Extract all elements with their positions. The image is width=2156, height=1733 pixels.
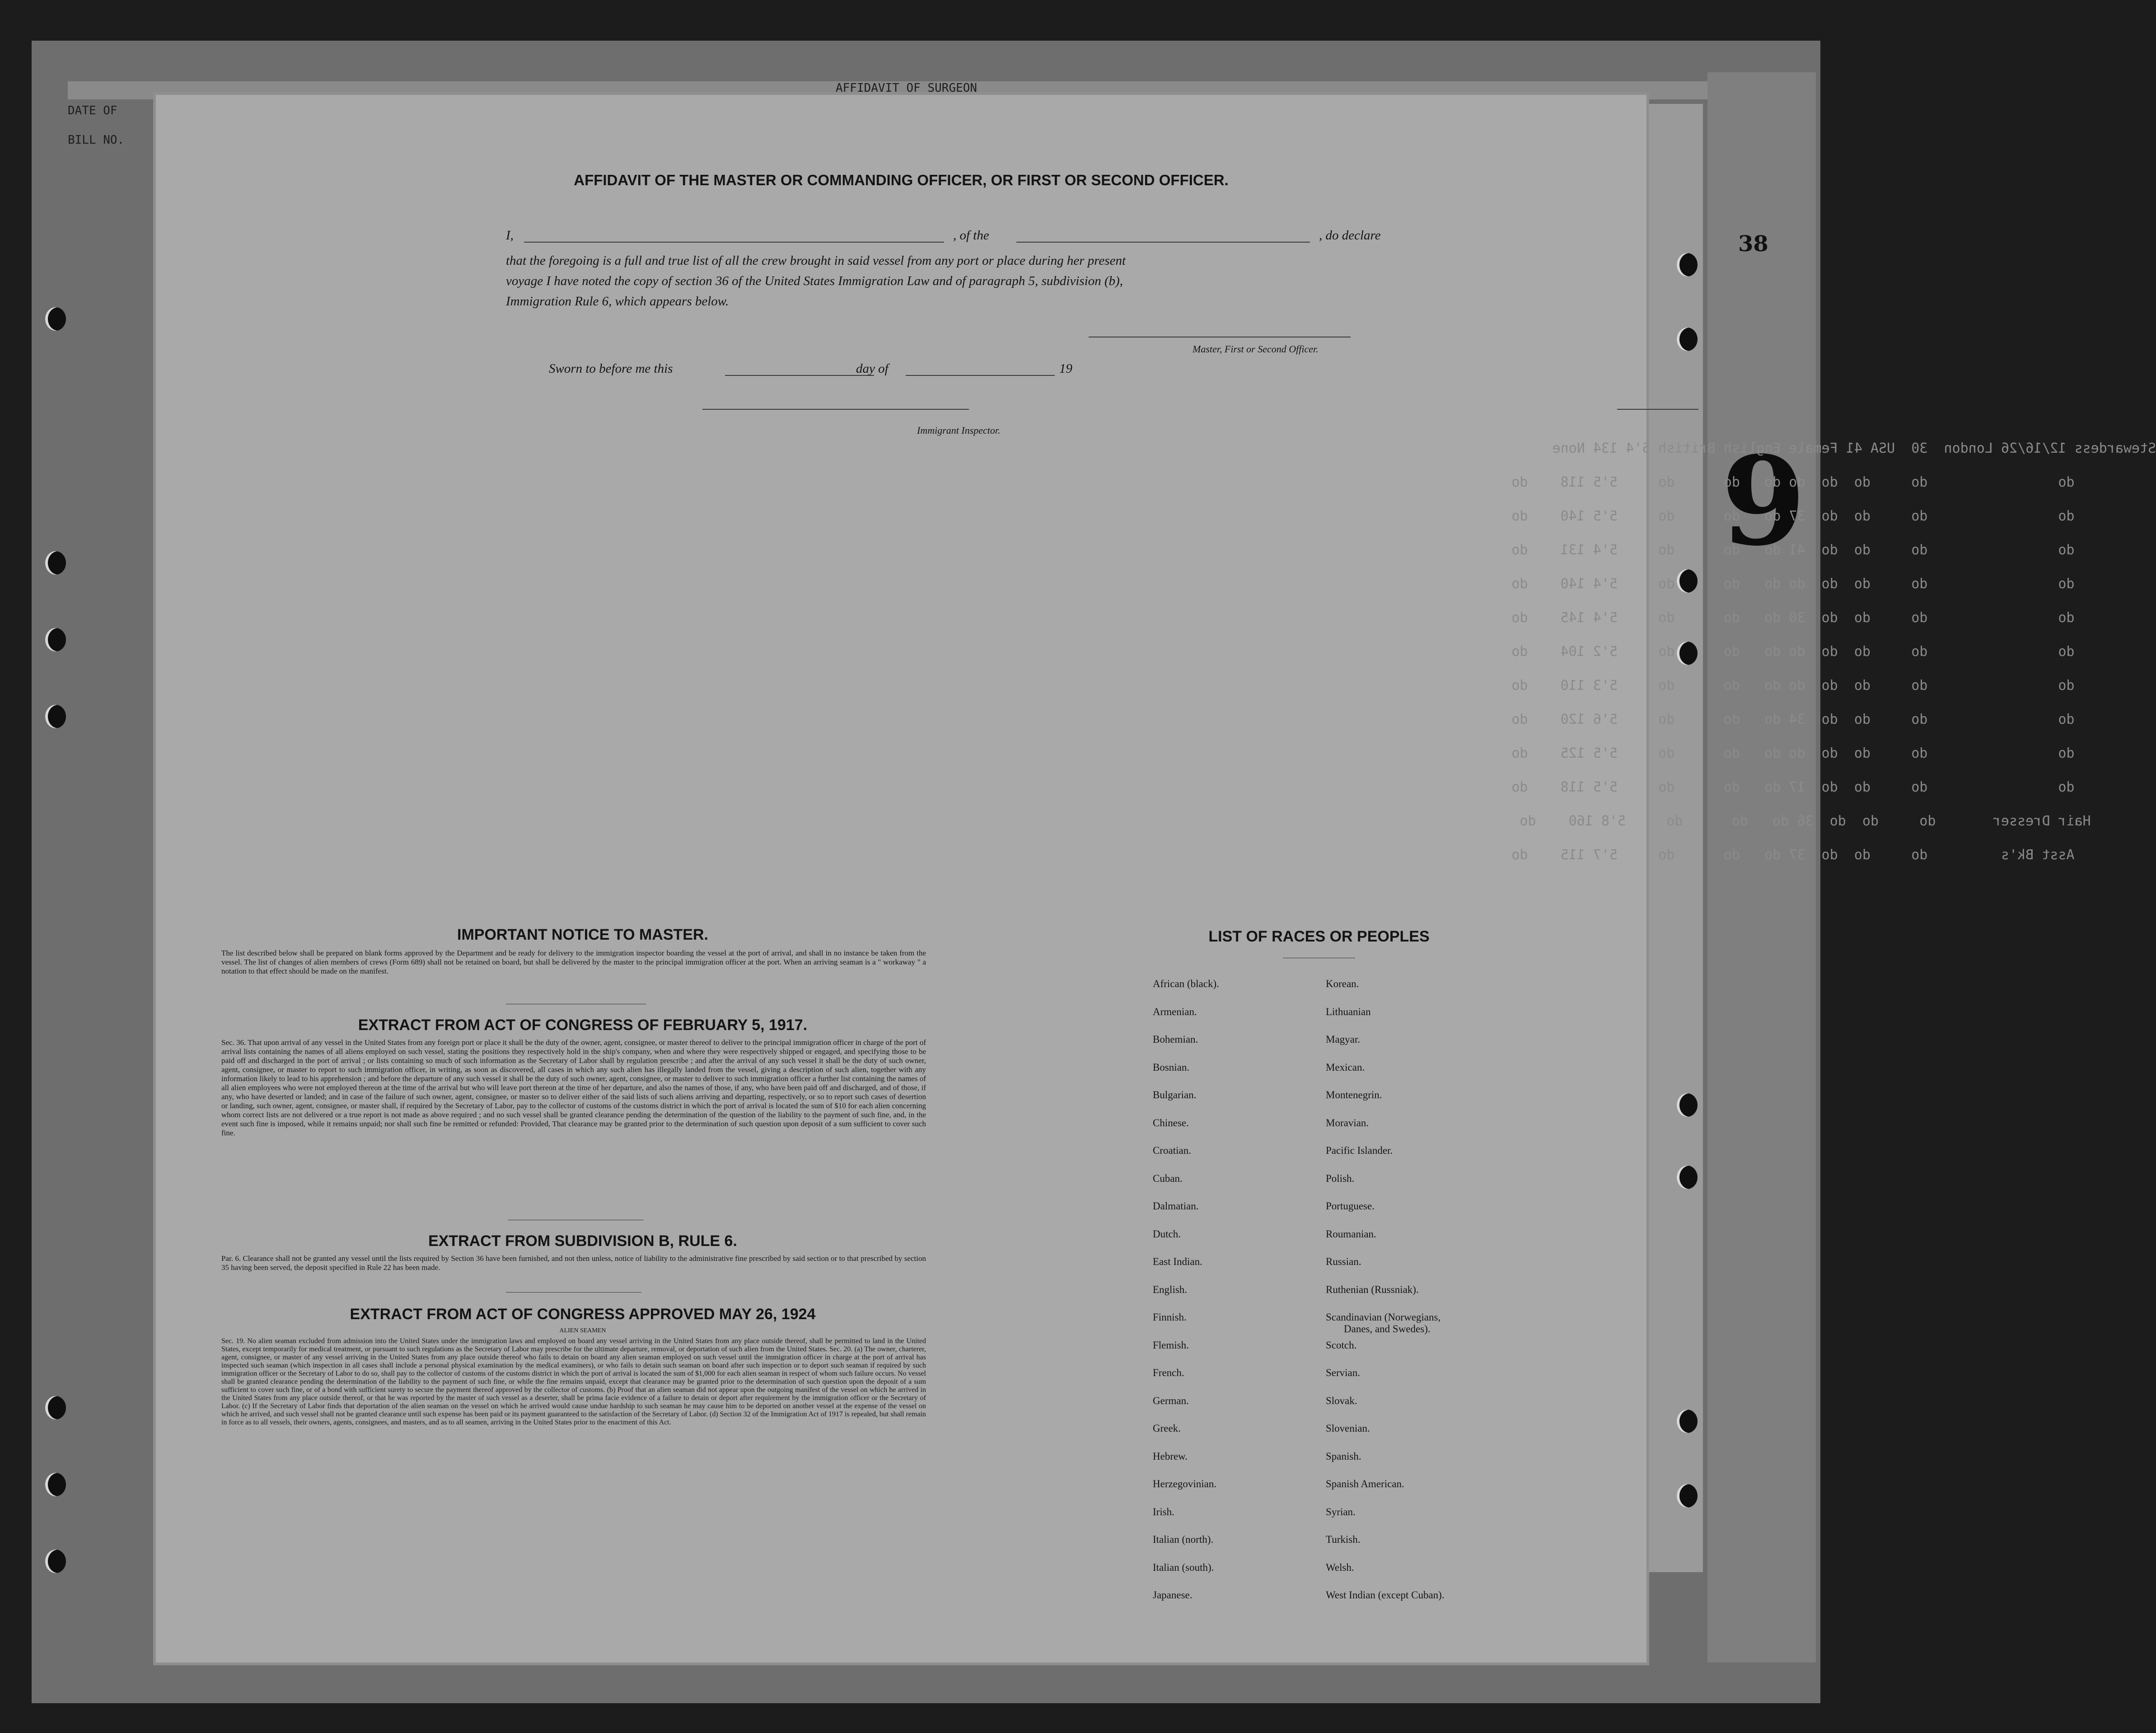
- race-item: Syrian.: [1326, 1506, 1356, 1518]
- ghost-row: do do do do do do do do 5'4 140 do: [1511, 576, 2075, 592]
- race-item: Finnish.: [1153, 1311, 1187, 1323]
- race-item: Dalmatian.: [1153, 1200, 1199, 1212]
- date-scrap: DATE OF: [68, 104, 117, 117]
- race-item: Dutch.: [1153, 1228, 1181, 1240]
- binder-hole: [1677, 1166, 1698, 1189]
- binder-hole: [45, 307, 66, 331]
- race-item: Turkish.: [1326, 1534, 1361, 1545]
- margin-rule: [1617, 409, 1698, 410]
- race-item: Slovenian.: [1326, 1423, 1370, 1434]
- rule6-text: Par. 6. Clearance shall not be granted any vessel until the lists required by Section 36 have been furnished, and not then unless, notice of liability to the administrative fine prescribed by said section or to that prescribed by section 35 having been served, the deposit specified in Rule 22 has been made.: [221, 1254, 926, 1272]
- race-item: German.: [1153, 1395, 1189, 1406]
- inspector-signature-line[interactable]: [702, 409, 969, 410]
- binder-hole: [1677, 1410, 1698, 1433]
- divider: [506, 1292, 641, 1293]
- binder-hole: [1677, 1093, 1698, 1117]
- extract-1924-title: EXTRACT FROM ACT OF CONGRESS APPROVED MAY 26, 1924: [350, 1306, 816, 1323]
- ghost-row: Stewardess 12/16/26 London 30 USA 41 Female English British 5'4 134 None: [1552, 440, 2156, 456]
- master-caption: Master, First or Second Officer.: [1193, 343, 1319, 355]
- race-item: Spanish.: [1326, 1450, 1361, 1462]
- right-page-edge: [1649, 104, 1703, 1572]
- rule6-title: EXTRACT FROM SUBDIVISION B, RULE 6.: [428, 1232, 737, 1250]
- binder-hole: [45, 705, 66, 728]
- race-item: English.: [1153, 1283, 1188, 1295]
- race-item: Magyar.: [1326, 1034, 1361, 1045]
- extract-1917-title: EXTRACT FROM ACT OF CONGRESS OF FEBRUARY 5, 1917.: [358, 1016, 808, 1034]
- race-item: Portuguese.: [1326, 1200, 1375, 1212]
- race-item: Welsh.: [1326, 1561, 1354, 1573]
- race-item: Ruthenian (Russniak).: [1326, 1283, 1419, 1295]
- race-item: Irish.: [1153, 1506, 1174, 1518]
- race-item: Moravian.: [1326, 1117, 1369, 1129]
- surgeon-scrap: AFFIDAVIT OF SURGEON: [836, 81, 977, 95]
- ghost-row: do do do do 37 do do do 5'5 140 do: [1511, 508, 2075, 524]
- race-item: Scotch.: [1326, 1339, 1357, 1351]
- notice-text: The list described below shall be prepared on blank forms approved by the Department and be ready for delivery to the immigration inspector boarding the vessel at the port of arrival, and shall in no instance be taken from the vessel. The list of changes of alien members of crews (Form 689) shall not be retained on board, but shall be delivered by the master to the principal immigration officer at the port. When an arriving seaman is a " workaway " a notation to that effect should be made on the manifest.: [221, 949, 926, 975]
- race-item: East Indian.: [1153, 1256, 1202, 1267]
- underlying-sheet: [1707, 72, 1816, 1663]
- race-item: African (black).: [1153, 978, 1219, 989]
- ghost-row: do do do do 17 do do do 5'5 118 do: [1511, 779, 2075, 795]
- race-item: Scandinavian (Norwegians,: [1326, 1311, 1441, 1323]
- binder-hole: [45, 1473, 66, 1496]
- races-title: LIST OF RACES OR PEOPLES: [1208, 928, 1430, 945]
- race-item: Servian.: [1326, 1367, 1361, 1378]
- race-item: Lithuanian: [1326, 1006, 1371, 1017]
- race-item: Greek.: [1153, 1423, 1181, 1434]
- ghost-row: Asst Bk's do do do 37 do do do 5'7 115 do: [1511, 847, 2075, 863]
- affidavit-line: voyage I have noted the copy of section 36 of the United States Immigration Law and of paragraph 5, subdivision (b),: [506, 274, 1123, 288]
- race-item: Armenian.: [1153, 1006, 1197, 1017]
- affidavit-declare: , do declare: [1319, 228, 1381, 243]
- affidavit-title: AFFIDAVIT OF THE MASTER OR COMMANDING OFFICER, OR FIRST OR SECOND OFFICER.: [574, 172, 1229, 188]
- binder-hole: [1677, 253, 1698, 276]
- binder-hole: [45, 551, 66, 575]
- sworn-day-blank[interactable]: [725, 375, 874, 376]
- name-blank[interactable]: [524, 242, 944, 243]
- affidavit-line: Immigration Rule 6, which appears below.: [506, 294, 729, 309]
- race-item: French.: [1153, 1367, 1184, 1378]
- ghost-row: do do do do do do do do 5'3 110 do: [1511, 678, 2075, 693]
- ghost-row: do do do do do do do do 5'5 118 do: [1511, 474, 2075, 490]
- extract-1917-text: Sec. 36. That upon arrival of any vessel in the United States from any foreign port or place it shall be the duty of the owner, agent, consignee, or master thereof to deliver to the principal immigration officer in charge of the port of arrival lists containing the names of all aliens employed on such vessel, stating the positions they respectively hold in the ship's company, when and where they were respectively shipped or engaged, and specifying those to be paid off and discharged in the port of arrival ; or lists containing so much of such information as the Secretary of Labor shall by regulation prescribe ; and after the arrival of any such vessel it shall be the duty of such owner, agent, consignee, or master to report to such immigration officer, in writing, as soon as discovered, all cases in which any such alien has illegally landed from the vessel, giving a description of such alien, together with any information likely to lead to his apprehension ; and before the departure of any such vessel it shall be the duty of such owner, agent, consignee, or master to deliver to such immigration officer a further list containing the names of all alien employees who were not employed thereon at the time of the arrival but who will leave port thereon at the time of her departure, and also the names of those, if any, who have been paid off and discharged, and of those, if any, who have deserted or landed; and in case of the failure of such owner, agent, consignee, or master so to deliver either of the said lists of such aliens arriving and departing, respectively, or so to report such cases of desertion or landing, such owner, agent, consignee, or master shall, if required by the Secretary of Labor, pay to the collector of customs of the customs district in which the port of arrival is located the sum of $10 for each alien concerning whom correct lists are not delivered or a true report is not made as above required ; and no such vessel shall be granted clearance pending the determination of the question of the liability to the payment of such fine, and, in the event such fine is imposed, while it remains unpaid; nor shall such fine be remitted or refunded: Provided, That clearance may be granted prior to the determination of such question upon deposit of a sum sufficient to cover such fine.: [221, 1038, 926, 1137]
- corner-number: 38: [1738, 231, 1768, 257]
- ghost-row: do do do do 41 do do do 5'4 131 do: [1511, 542, 2075, 558]
- race-item: Polish.: [1326, 1172, 1355, 1184]
- race-item: Bohemian.: [1153, 1034, 1198, 1045]
- notice-title: IMPORTANT NOTICE TO MASTER.: [457, 926, 708, 943]
- race-item: Flemish.: [1153, 1339, 1189, 1351]
- race-item: Slovak.: [1326, 1395, 1357, 1406]
- races-right-column: [1326, 978, 1445, 1617]
- extract-1924-text: Sec. 19. No alien seaman excluded from admission into the United States under the immigration laws and employed on board any vessel arriving in the United States from any place outside thereof, shall be permitted to land in the United States, except temporarily for medical treatment, or pursuant to such regulations as the Secretary of Labor may prescribe for the ultimate departure, removal, or deportation of such alien from the United States. Sec. 20. (a) The owner, charterer, agent, consignee, or master of any vessel arriving in the United States from any place outside thereof who fails to detain on board any alien seaman employed on such vessel until the immigration officer in charge at the port of arrival has inspected such seaman (which inspection in all cases shall include a personal physical examination by the medical examiners), or who fails to detain such seaman on board after such inspection or to deport such seaman if required by such immigration officer or the Secretary of Labor to do so, shall pay to the collector of customs of the customs district in which the port of arrival is located the sum of $1,000 for each alien seaman in respect of whom such failure occurs. No vessel shall be granted clearance pending the determination of the liability to the payment of such fine, or while the fine remains unpaid, except that clearance may be granted prior to the determination of such question upon the deposit of a sum sufficient to cover such fine, or of a bond with sufficient surety to secure the payment thereof approved by the collector of customs. (b) Proof that an alien seaman did not appear upon the outgoing manifest of the vessel on which he arrived in the United States from any place outside thereof, or that he was reported by the master of such vessel as a deserter, shall be prima facie evidence of a failure to detain or deport after requirement by the immigration officer or the Secretary of Labor. (c) If the Secretary of Labor finds that deportation of the alien seaman on the vessel on which he arrived would cause undue hardship to such seaman he may cause him to be deported on another vessel at the expense of the vessel on which he arrived, and such vessel shall not be granted clearance until such expense has been paid or its payment guaranteed to the satisfaction of the Secretary of Labor. (d) Section 32 of the Immigration Act of 1917 is repealed, but shall remain in force as to all vessels, their owners, agents, consignees, and masters, and as to all seamen, arriving in the United States prior to the enactment of this Act.: [221, 1337, 926, 1426]
- race-item: Cuban.: [1153, 1172, 1183, 1184]
- race-item: Danes, and Swedes).: [1344, 1323, 1431, 1335]
- race-item: Bulgarian.: [1153, 1089, 1197, 1101]
- binder-hole: [1677, 328, 1698, 351]
- alien-seamen-subtitle: ALIEN SEAMEN: [559, 1327, 606, 1334]
- race-item: Pacific Islander.: [1326, 1145, 1393, 1156]
- race-item: Croatian.: [1153, 1145, 1191, 1156]
- binder-hole: [1677, 1484, 1698, 1508]
- sworn-month-blank[interactable]: [906, 375, 1055, 376]
- handwritten-mark: 9: [1721, 429, 1806, 573]
- race-item: Spanish American.: [1326, 1478, 1404, 1489]
- ghost-row: Hair Dresser do do do 36 do do do 5'8 160 do: [1520, 813, 2091, 829]
- affidavit-i: I,: [506, 228, 514, 243]
- day-of-text: day of: [856, 361, 889, 376]
- ghost-row: do do do do do do do do 5'5 125 do: [1511, 745, 2075, 761]
- race-item: Russian.: [1326, 1256, 1361, 1267]
- binder-hole: [45, 628, 66, 651]
- race-item: West Indian (except Cuban).: [1326, 1589, 1445, 1601]
- race-item: Hebrew.: [1153, 1450, 1188, 1462]
- race-item: Italian (south).: [1153, 1561, 1214, 1573]
- ghost-row: do do do do 34 do do do 5'6 120 do: [1511, 712, 2075, 727]
- year-text: 19: [1059, 361, 1072, 376]
- race-item: Japanese.: [1153, 1589, 1193, 1601]
- race-item: Italian (north).: [1153, 1534, 1214, 1545]
- vessel-blank[interactable]: [1016, 242, 1310, 243]
- binder-hole: [45, 1550, 66, 1573]
- bill-scrap: BILL NO.: [68, 133, 125, 147]
- binder-hole: [45, 1396, 66, 1419]
- inspector-caption: Immigrant Inspector.: [917, 425, 1001, 436]
- race-item: Roumanian.: [1326, 1228, 1376, 1240]
- affidavit-of-the: , of the: [953, 228, 989, 243]
- races-left-column: [1153, 978, 1219, 1617]
- sworn-text: Sworn to before me this: [549, 361, 673, 376]
- affidavit-body: [506, 251, 1409, 312]
- race-item: Korean.: [1326, 978, 1359, 989]
- race-item: Montenegrin.: [1326, 1089, 1382, 1101]
- race-item: Mexican.: [1326, 1061, 1365, 1073]
- ghost-row: do do do do 30 do do do 5'4 145 do: [1511, 610, 2075, 626]
- race-item: Herzegovinian.: [1153, 1478, 1217, 1489]
- ghost-row: do do do do do do do do 5'2 104 do: [1511, 644, 2075, 660]
- affidavit-line: that the foregoing is a full and true list of all the crew brought in said vessel from any port or place during her present: [506, 253, 1126, 268]
- race-item: Chinese.: [1153, 1117, 1189, 1129]
- race-item: Bosnian.: [1153, 1061, 1190, 1073]
